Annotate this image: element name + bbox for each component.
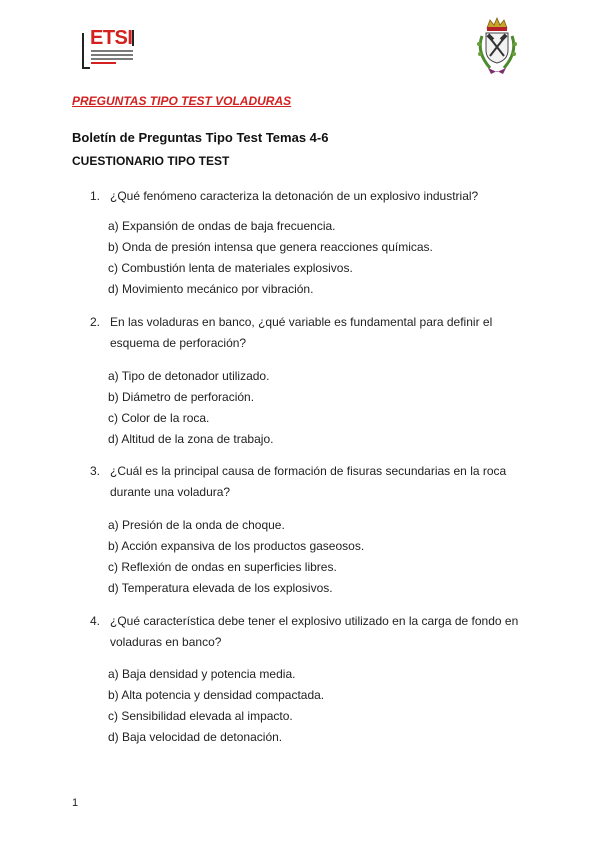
question-1-options — [108, 216, 528, 300]
option-b: b) Acción expansiva de los productos gaseosos. — [108, 539, 365, 553]
logo-text: ETSI — [90, 27, 133, 49]
option-c: c) Combustión lenta de materiales explosivos. — [108, 261, 353, 275]
page-number: 1 — [72, 797, 79, 809]
question-number: 1. — [90, 189, 101, 203]
option-c: c) Reflexión de ondas en superficies libres. — [108, 560, 337, 574]
question-text: ¿Qué característica debe tener el explosivo utilizado en la carga de fondo en voladuras en banco? — [110, 614, 519, 649]
option-a: a) Baja densidad y potencia media. — [108, 667, 296, 681]
option-d: d) Altitud de la zona de trabajo. — [108, 432, 274, 446]
option-b: b) Diámetro de perforación. — [108, 390, 255, 404]
option-b: b) Alta potencia y densidad compactada. — [108, 688, 325, 702]
question-number: 3. — [90, 464, 101, 478]
section-heading: CUESTIONARIO TIPO TEST — [72, 154, 230, 168]
question-text: En las voladuras en banco, ¿qué variable es fundamental para definir el esquema de perforación? — [110, 315, 493, 350]
option-d: d) Baja velocidad de detonación. — [108, 730, 283, 744]
logo-subtext-lines — [91, 50, 133, 66]
logo-accent — [132, 30, 134, 46]
option-d: d) Temperatura elevada de los explosivos. — [108, 581, 333, 595]
document-title: PREGUNTAS TIPO TEST VOLADURAS — [72, 94, 292, 108]
document-subtitle: Boletín de Preguntas Tipo Test Temas 4-6 — [72, 130, 329, 145]
option-d: d) Movimiento mecánico por vibración. — [108, 282, 314, 296]
etsi-logo — [82, 27, 142, 71]
question-2-options — [108, 366, 528, 450]
question-text: ¿Qué fenómeno caracteriza la detonación de un explosivo industrial? — [110, 189, 479, 203]
question-4-options — [108, 664, 528, 748]
option-a: a) Presión de la onda de choque. — [108, 518, 285, 532]
crest-logo — [470, 16, 524, 76]
question-text: ¿Cuál es la principal causa de formación de fisuras secundarias en la roca durante una voladura? — [110, 464, 507, 499]
option-b: b) Onda de presión intensa que genera reacciones químicas. — [108, 240, 433, 254]
option-c: c) Color de la roca. — [108, 411, 210, 425]
question-number: 4. — [90, 614, 101, 628]
option-a: a) Tipo de detonador utilizado. — [108, 369, 270, 383]
logo-bracket — [82, 33, 90, 69]
option-a: a) Expansión de ondas de baja frecuencia. — [108, 219, 336, 233]
option-c: c) Sensibilidad elevada al impacto. — [108, 709, 293, 723]
question-number: 2. — [90, 315, 101, 329]
question-3-options — [108, 515, 528, 599]
